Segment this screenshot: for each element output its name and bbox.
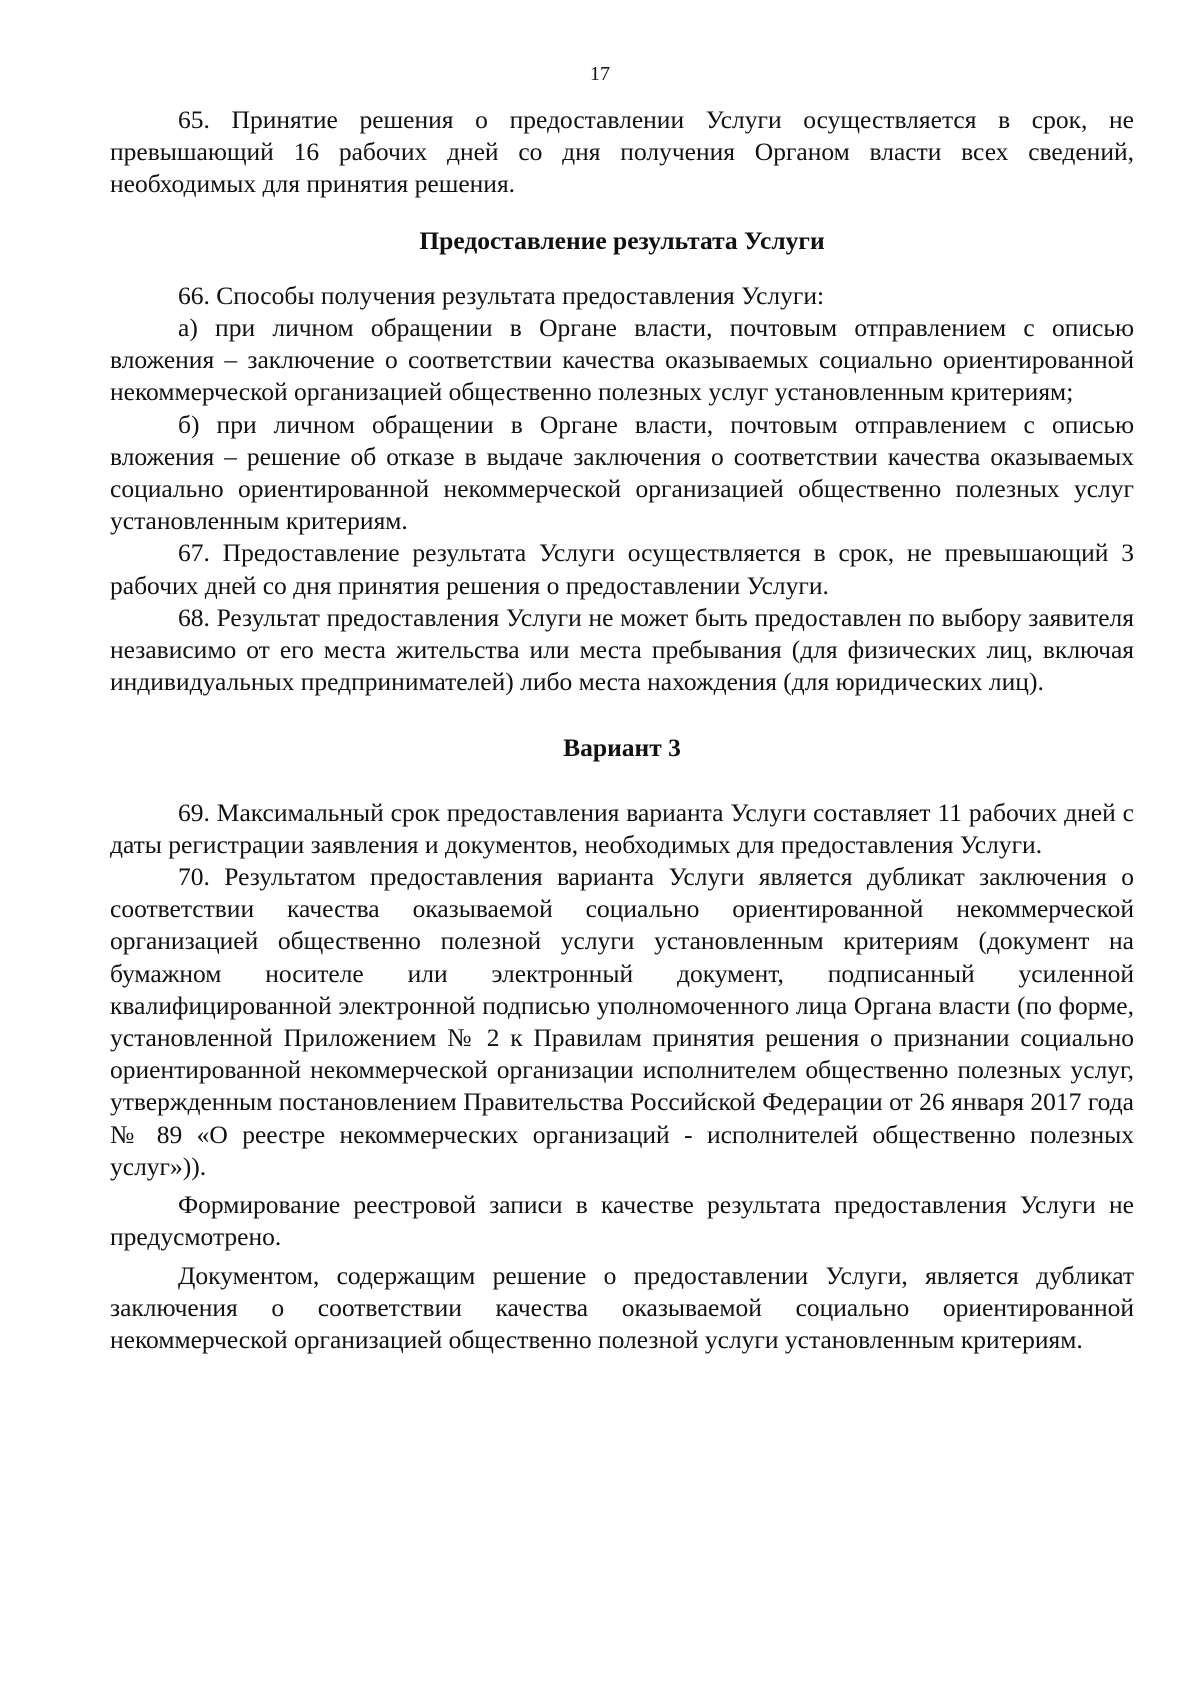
paragraph-66-a: а) при личном обращении в Органе власти, почтовым отправлением с описью вложения – заключение о соответствии качества оказываемых социально ориентированной некоммерческой организацией общественно полезных услуг установленным критериям;	[110, 313, 1134, 407]
paragraph-70: 70. Результатом предоставления варианта Услуги является дубликат заключения о соответствии качества оказываемой социально ориентированной некоммерческой организацией общественно полезной услуги установленным критериям (документ на бумажном носителе или электронный документ, подписанный усиленной квалифицированной электронной подписью уполномоченного лица Органа власти (по форме, установленной Приложением № 2 к Правилам принятия решения о признании социально ориентированной некоммерческой организации исполнителем общественно полезных услуг, утвержденным постановлением Правительства Российской Федерации от 26 января 2017 года № 89 «О реестре некоммерческих организаций - исполнителей общественно полезных услуг»)).	[110, 862, 1134, 1181]
paragraph-registry-record: Формирование реестровой записи в качестве результата предоставления Услуги не предусмотрено.	[110, 1190, 1134, 1252]
paragraph-decision-document: Документом, содержащим решение о предоставлении Услуги, является дубликат заключения о соответствии качества оказываемой социально ориентированной некоммерческой организацией общественно полезной услуги установленным критериям.	[110, 1260, 1134, 1354]
paragraph-69: 69. Максимальный срок предоставления варианта Услуги составляет 11 рабочих дней с даты регистрации заявления и документов, необходимых для предоставления Услуги.	[110, 797, 1134, 859]
section-heading-result: Предоставление результата Услуги	[419, 225, 825, 255]
paragraph-66: 66. Способы получения результата предоставления Услуги:	[178, 280, 825, 310]
paragraph-66-b: б) при личном обращении в Органе власти, почтовым отправлением с описью вложения – решение об отказе в выдаче заключения о соответствии качества оказываемых социально ориентированной некоммерческой организацией общественно полезных услуг установленным критериям.	[110, 409, 1134, 536]
page-number: 17	[590, 63, 610, 85]
section-heading-variant-3: Вариант 3	[563, 733, 681, 763]
paragraph-65: 65. Принятие решения о предоставлении Услуги осуществляется в срок, не превышающий 16 рабочих дней со дня получения Органом власти всех сведений, необходимых для принятия решения.	[110, 105, 1134, 199]
paragraph-68: 68. Результат предоставления Услуги не может быть предоставлен по выбору заявителя независимо от его места жительства или места пребывания (для физических лиц, включая индивидуальных предпринимателей) либо места нахождения (для юридических лиц).	[110, 602, 1134, 697]
document-body	[110, 104, 1134, 1356]
paragraph-67: 67. Предоставление результата Услуги осуществляется в срок, не превышающий 3 рабочих дней со дня принятия решения о предоставлении Услуги.	[110, 538, 1134, 600]
